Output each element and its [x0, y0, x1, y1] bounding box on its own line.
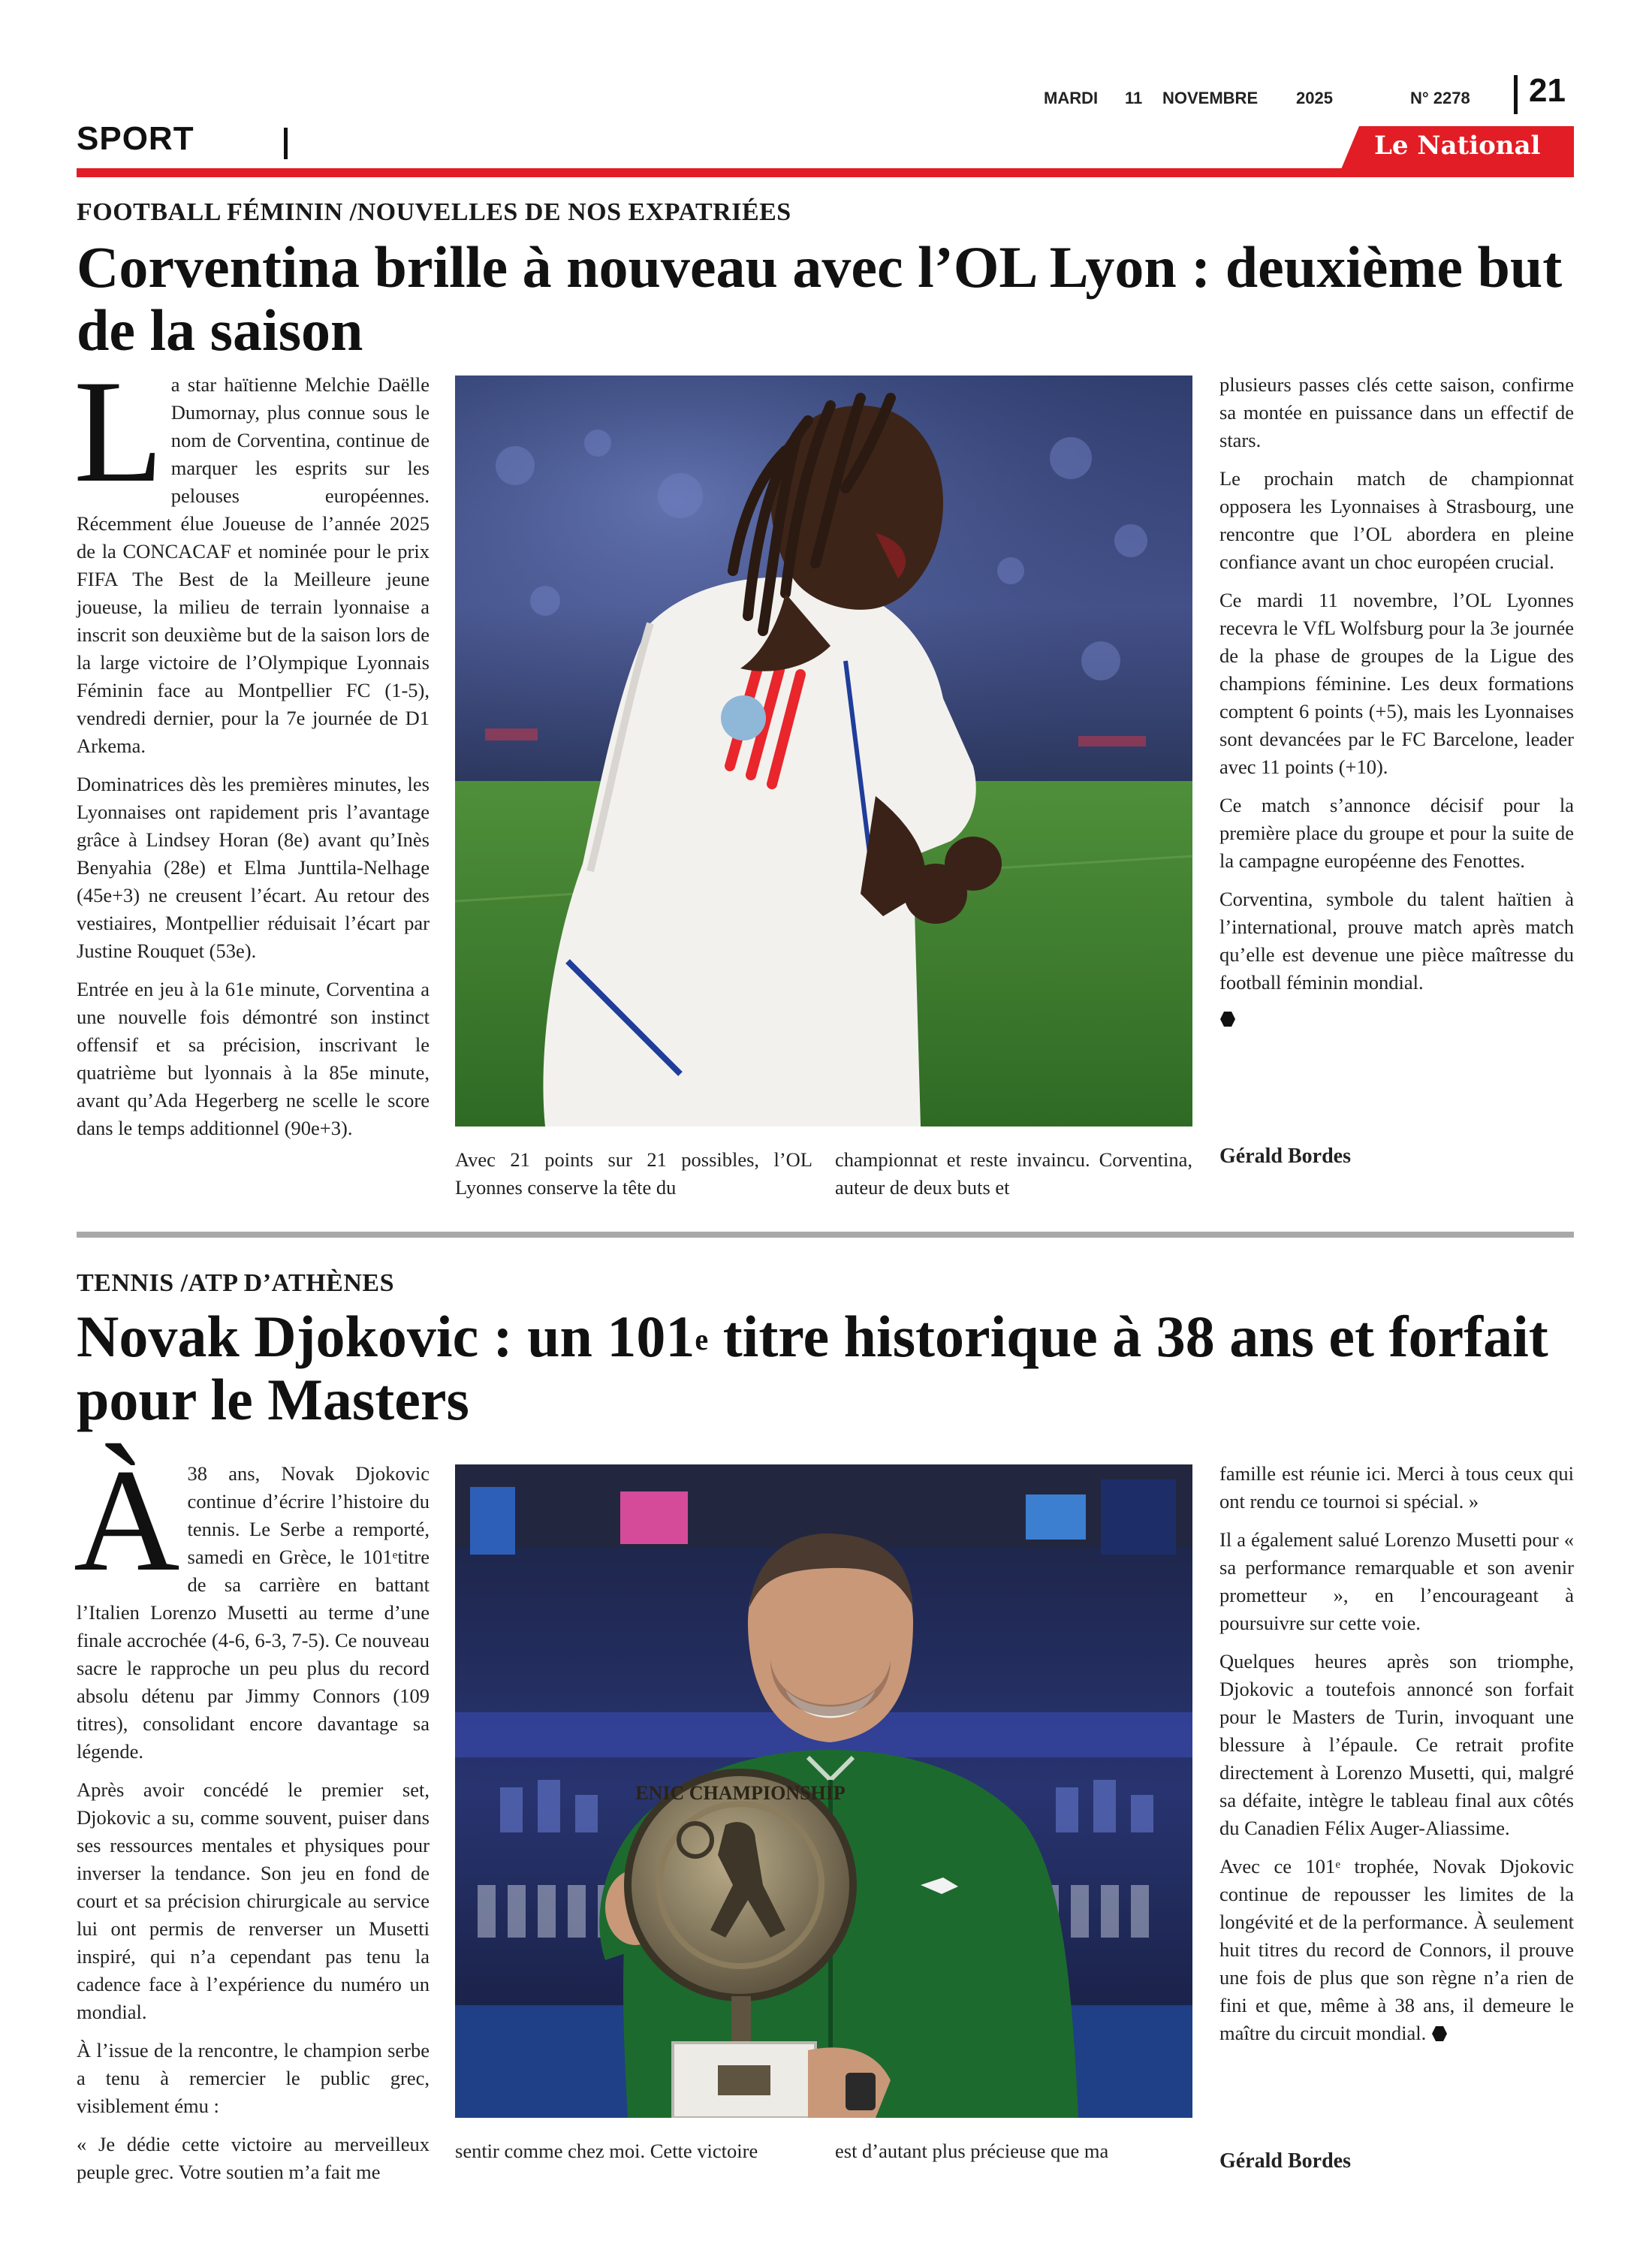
- section-divider: [284, 128, 288, 159]
- article1-paragraph: a star haïtienne Melchie Daëlle Dumornay, plus connue sous le nom de Corventina, continue de marquer les esprits sur les pelouses européennes. Récemment élue Joueuse de l’année 2025 de la CONCACAF et nominée pour le prix FIFA The Best de la Meilleure jeune joueuse, la milieu de terrain lyonnaise a inscrit son deuxième but de la saison lors de la large victoire de l’Olympique Lyonnais Féminin face au Montpellier FC (1-5), vendredi dernier, pour la 7e journée de D1 Arkema.: [77, 373, 430, 757]
- hexagon-end-icon: [1219, 1011, 1236, 1027]
- article1-paragraph: Ce mardi 11 novembre, l’OL Lyonnes recevra le VfL Wolfsburg pour la 3e journée de la phase de groupes de la Ligue des champions féminine. Les deux formations comptent 6 points (+5), mais les Lyonnaises sont devancées par le FC Barcelone, leader avec 11 points (+10).: [1219, 589, 1574, 778]
- article2-text: 38 ans, Novak Djokovic continue d’écrire l’histoire du tennis. Le Serbe a remporté, samedi en Grèce, le 101: [187, 1462, 430, 1568]
- article1-column-3: [1219, 371, 1574, 1035]
- article1-caption-right: championnat et reste invaincu. Corventina, auteur de deux buts et: [835, 1148, 1192, 1199]
- header-rule: [77, 168, 1574, 177]
- article2-sup: e: [1335, 1859, 1340, 1871]
- page-number-divider: [1514, 75, 1518, 114]
- header-month: NOVEMBRE: [1162, 89, 1259, 107]
- article1-paragraph: Dominatrices dès les premières minutes, les Lyonnaises ont rapidement pris l’avantage grâce à Lindsey Horan (8e) avant qu’Inès Benyahia (28e) et Elma Junttila-Nelhage (45e+3) ne creusent l’écart. Au retour des vestiaires, Montpellier réduisait l’écart par Justine Rouquet (53e).: [77, 773, 430, 962]
- article1-paragraph: Entrée en jeu à la 61e minute, Corventina a une nouvelle fois démontré son instinct offensif et sa précision, inscrivant le quatrième but lyonnais à la 85e minute, avant qu’Ada Hegerberg ne scelle le score dans le temps additionnel (90e+3).: [77, 978, 430, 1139]
- article2-caption-right: est d’autant plus précieuse que ma: [835, 2140, 1109, 2162]
- article2-kicker: TENNIS /ATP D’ATHÈNES: [77, 1269, 394, 1297]
- article1-paragraph: Le prochain match de championnat opposera les Lyonnaises à Strasbourg, une rencontre que l’OL abordera en pleine confiance avant un choc européen crucial.: [1219, 467, 1574, 573]
- article1-dropcap: L: [74, 350, 164, 513]
- article2-text: trophée, Novak Djokovic continue de repousser les limites de la longévité et de la performance. À seulement huit titres du record de Connors, il prouve une fois de plus que son règne n’a rien de fini et que, même à 38 ans, il demeure le maître du circuit mondial.: [1219, 1855, 1574, 2044]
- article2-paragraph: Il a également salué Lorenzo Musetti pour « sa performance remarquable et son avenir prometteur », en l’encourageant à poursuivre sur cette voie.: [1219, 1528, 1574, 1634]
- article2-caption-left: sentir comme chez moi. Cette victoire: [455, 2140, 758, 2162]
- article2-photo: [455, 1464, 1192, 2118]
- article2-title-part2: titre historique à 38 ans et forfait pour le Masters: [77, 1304, 1548, 1432]
- article1-byline: Gérald Bordes: [1219, 1145, 1351, 1168]
- header-day: MARDI: [1044, 89, 1099, 107]
- hexagon-end-icon: [1431, 2025, 1448, 2042]
- article2-title-sup: e: [695, 1323, 709, 1356]
- article2-column-1: [74, 1439, 430, 2197]
- header-year: 2025: [1296, 89, 1333, 107]
- article-separator: [77, 1232, 1574, 1238]
- article2-paragraph: Après avoir concédé le premier set, Djokovic a su, comme souvent, puiser dans ses ressources mentales et physiques pour inverser la tendance. Son jeu en fond de court et sa précision chirurgicale au service lui ont permis de renverser un Musetti inspiré, qui n’a cependant pas tenu la cadence face à l’expérience du numéro un mondial.: [77, 1778, 430, 2023]
- article2-dropcap: À: [74, 1439, 180, 1602]
- section-title: SPORT: [77, 120, 194, 157]
- article2-byline: Gérald Bordes: [1219, 2149, 1351, 2173]
- article1-kicker: FOOTBALL FÉMININ /NOUVELLES DE NOS EXPATRIÉES: [77, 198, 791, 226]
- brand-name: Le National: [1374, 131, 1541, 161]
- trophy-inscription: ENIC CHAMPIONSHIP: [635, 1782, 846, 1804]
- article1-column-1: [74, 350, 430, 1153]
- article2-text: Avec ce 101: [1219, 1855, 1336, 1878]
- article2-title-part1: Novak Djokovic : un 101: [77, 1304, 695, 1369]
- article2-paragraph: À l’issue de la rencontre, le champion serbe a tenu à remercier le public grec, visiblement ému :: [77, 2039, 430, 2117]
- issue-number: N° 2278: [1410, 89, 1470, 107]
- header-date-number: 11: [1125, 89, 1143, 107]
- article2-text: titre de sa carrière en battant l’Italien Lorenzo Musetti au terme d’une finale accrochée (4-6, 6-3, 7-5). Ce nouveau sacre le rapproche un peu plus du record absolu détenu par Jimmy Connors (109 titres), consolidant encore davantage sa légende.: [77, 1546, 430, 1763]
- article2-sup: e: [392, 1549, 398, 1561]
- article2-title: [77, 1305, 1578, 1431]
- article1-paragraph: Ce match s’annonce décisif pour la première place du groupe et pour la suite de la campagne européenne des Fenottes.: [1219, 794, 1574, 872]
- article1-paragraph: plusieurs passes clés cette saison, confirme sa montée en puissance dans un effectif de stars.: [1219, 373, 1574, 451]
- article1-caption-left: Avec 21 points sur 21 possibles, l’OL Lyonnes conserve la tête du: [455, 1148, 812, 1199]
- article2-paragraph: « Je dédie cette victoire au merveilleux peuple grec. Votre soutien m’a fait me: [77, 2133, 430, 2183]
- page-number: 21: [1529, 72, 1566, 109]
- article1-paragraph: Corventina, symbole du talent haïtien à l’international, prouve match après match qu’elle est devenue une pièce maîtresse du football féminin mondial.: [1219, 888, 1574, 994]
- article2-column-3: [1219, 1460, 1574, 2058]
- article1-photo: [455, 376, 1192, 1126]
- article1-title: Corventina brille à nouveau avec l’OL Lyon : deuxième but de la saison: [77, 234, 1563, 363]
- article2-paragraph: Quelques heures après son triomphe, Djokovic a toutefois annoncé son forfait pour le Masters de Turin, invoquant une blessure à l’épaule. Ce retrait profite directement à Lorenzo Musetti, qui, malgré sa défaite, intègre le tableau final aux côtés du Canadien Félix Auger-Aliassime.: [1219, 1650, 1574, 1839]
- article2-paragraph: [1219, 1853, 1574, 2047]
- article2-paragraph: famille est réunie ici. Merci à tous ceux qui ont rendu ce tournoi si spécial. »: [1219, 1462, 1574, 1513]
